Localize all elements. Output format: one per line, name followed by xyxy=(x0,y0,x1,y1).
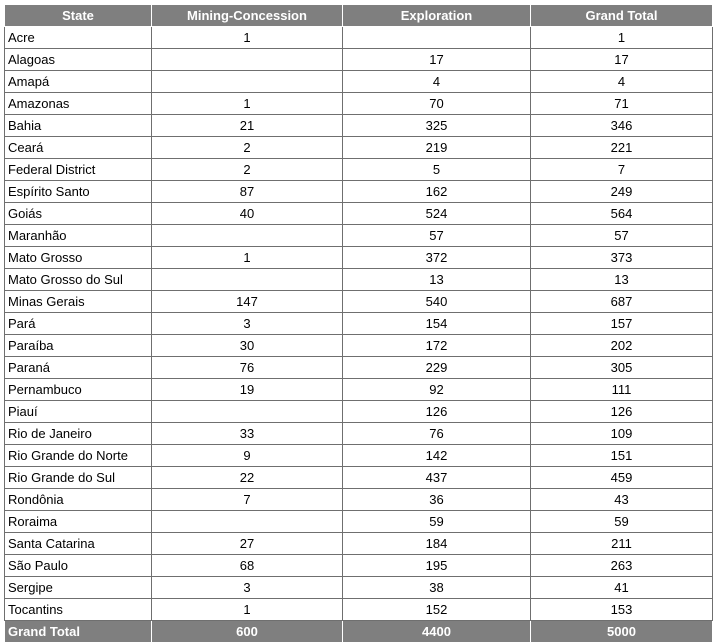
cell-grand-total: 263 xyxy=(531,555,713,577)
cell-mining-concession: 1 xyxy=(152,247,343,269)
cell-exploration: 152 xyxy=(343,599,531,621)
cell-exploration: 540 xyxy=(343,291,531,313)
cell-exploration: 17 xyxy=(343,49,531,71)
data-table-container xyxy=(4,4,713,643)
cell-grand-total: 153 xyxy=(531,599,713,621)
cell-state: Ceará xyxy=(5,137,152,159)
cell-mining-concession: 40 xyxy=(152,203,343,225)
cell-exploration: 184 xyxy=(343,533,531,555)
cell-mining-concession: 1 xyxy=(152,93,343,115)
cell-mining-concession: 19 xyxy=(152,379,343,401)
cell-mining-concession xyxy=(152,269,343,291)
cell-exploration: 325 xyxy=(343,115,531,137)
table-row xyxy=(5,489,713,511)
cell-state: Mato Grosso do Sul xyxy=(5,269,152,291)
cell-grand-total: 373 xyxy=(531,247,713,269)
cell-exploration: 38 xyxy=(343,577,531,599)
cell-mining-concession: 27 xyxy=(152,533,343,555)
table-row xyxy=(5,511,713,533)
cell-mining-concession: 3 xyxy=(152,577,343,599)
cell-mining-concession: 2 xyxy=(152,159,343,181)
table-row xyxy=(5,467,713,489)
cell-exploration: 92 xyxy=(343,379,531,401)
table-row xyxy=(5,291,713,313)
cell-state: Paraíba xyxy=(5,335,152,357)
cell-grand-total: 151 xyxy=(531,445,713,467)
grand-total-row xyxy=(5,621,713,643)
cell-mining-concession xyxy=(152,49,343,71)
cell-mining-concession: 2 xyxy=(152,137,343,159)
cell-mining-concession: 147 xyxy=(152,291,343,313)
footer-label: Grand Total xyxy=(5,621,152,643)
table-footer xyxy=(5,621,713,643)
table-row xyxy=(5,445,713,467)
header-row xyxy=(5,5,713,27)
cell-mining-concession: 21 xyxy=(152,115,343,137)
cell-mining-concession: 87 xyxy=(152,181,343,203)
cell-state: Mato Grosso xyxy=(5,247,152,269)
table-row xyxy=(5,71,713,93)
cell-grand-total: 109 xyxy=(531,423,713,445)
header-mining-concession: Mining-Concession xyxy=(152,5,343,27)
cell-mining-concession xyxy=(152,401,343,423)
cell-grand-total: 157 xyxy=(531,313,713,335)
cell-exploration: 70 xyxy=(343,93,531,115)
cell-state: Rondônia xyxy=(5,489,152,511)
cell-mining-concession xyxy=(152,225,343,247)
cell-mining-concession xyxy=(152,71,343,93)
cell-state: Alagoas xyxy=(5,49,152,71)
cell-exploration: 142 xyxy=(343,445,531,467)
table-body xyxy=(5,27,713,621)
cell-state: Amapá xyxy=(5,71,152,93)
cell-exploration xyxy=(343,27,531,49)
cell-grand-total: 211 xyxy=(531,533,713,555)
cell-grand-total: 687 xyxy=(531,291,713,313)
cell-state: Piauí xyxy=(5,401,152,423)
cell-exploration: 5 xyxy=(343,159,531,181)
cell-grand-total: 43 xyxy=(531,489,713,511)
state-data-table xyxy=(4,4,713,643)
cell-grand-total: 17 xyxy=(531,49,713,71)
table-row xyxy=(5,203,713,225)
cell-grand-total: 111 xyxy=(531,379,713,401)
cell-grand-total: 305 xyxy=(531,357,713,379)
cell-exploration: 126 xyxy=(343,401,531,423)
cell-exploration: 154 xyxy=(343,313,531,335)
cell-exploration: 13 xyxy=(343,269,531,291)
cell-exploration: 59 xyxy=(343,511,531,533)
table-row xyxy=(5,49,713,71)
cell-grand-total: 41 xyxy=(531,577,713,599)
table-row xyxy=(5,533,713,555)
cell-grand-total: 459 xyxy=(531,467,713,489)
cell-mining-concession: 68 xyxy=(152,555,343,577)
header-state: State xyxy=(5,5,152,27)
cell-mining-concession: 3 xyxy=(152,313,343,335)
cell-state: Roraima xyxy=(5,511,152,533)
table-row xyxy=(5,93,713,115)
cell-mining-concession: 76 xyxy=(152,357,343,379)
cell-state: Goiás xyxy=(5,203,152,225)
cell-state: Maranhão xyxy=(5,225,152,247)
cell-state: Minas Gerais xyxy=(5,291,152,313)
table-row xyxy=(5,115,713,137)
cell-grand-total: 202 xyxy=(531,335,713,357)
cell-mining-concession: 7 xyxy=(152,489,343,511)
cell-exploration: 524 xyxy=(343,203,531,225)
cell-state: Federal District xyxy=(5,159,152,181)
cell-grand-total: 346 xyxy=(531,115,713,137)
cell-state: Acre xyxy=(5,27,152,49)
cell-grand-total: 59 xyxy=(531,511,713,533)
footer-grand-total: 5000 xyxy=(531,621,713,643)
table-row xyxy=(5,27,713,49)
cell-mining-concession: 1 xyxy=(152,599,343,621)
cell-grand-total: 13 xyxy=(531,269,713,291)
cell-grand-total: 57 xyxy=(531,225,713,247)
cell-state: Rio Grande do Norte xyxy=(5,445,152,467)
table-row xyxy=(5,401,713,423)
cell-state: Santa Catarina xyxy=(5,533,152,555)
cell-state: Bahia xyxy=(5,115,152,137)
cell-exploration: 36 xyxy=(343,489,531,511)
table-row xyxy=(5,357,713,379)
cell-grand-total: 4 xyxy=(531,71,713,93)
cell-mining-concession xyxy=(152,511,343,533)
table-row xyxy=(5,269,713,291)
cell-state: Espírito Santo xyxy=(5,181,152,203)
table-row xyxy=(5,137,713,159)
table-row xyxy=(5,247,713,269)
header-grand-total: Grand Total xyxy=(531,5,713,27)
cell-state: Tocantins xyxy=(5,599,152,621)
table-row xyxy=(5,181,713,203)
cell-grand-total: 249 xyxy=(531,181,713,203)
cell-mining-concession: 9 xyxy=(152,445,343,467)
cell-exploration: 57 xyxy=(343,225,531,247)
table-row xyxy=(5,599,713,621)
table-row xyxy=(5,159,713,181)
cell-grand-total: 71 xyxy=(531,93,713,115)
cell-exploration: 195 xyxy=(343,555,531,577)
header-exploration: Exploration xyxy=(343,5,531,27)
cell-grand-total: 1 xyxy=(531,27,713,49)
cell-state: São Paulo xyxy=(5,555,152,577)
cell-grand-total: 564 xyxy=(531,203,713,225)
cell-state: Pará xyxy=(5,313,152,335)
cell-state: Rio de Janeiro xyxy=(5,423,152,445)
table-row xyxy=(5,555,713,577)
table-row xyxy=(5,335,713,357)
footer-exploration: 4400 xyxy=(343,621,531,643)
cell-exploration: 437 xyxy=(343,467,531,489)
cell-exploration: 172 xyxy=(343,335,531,357)
table-row xyxy=(5,379,713,401)
cell-grand-total: 126 xyxy=(531,401,713,423)
cell-mining-concession: 30 xyxy=(152,335,343,357)
table-row xyxy=(5,423,713,445)
cell-state: Amazonas xyxy=(5,93,152,115)
cell-mining-concession: 1 xyxy=(152,27,343,49)
cell-exploration: 229 xyxy=(343,357,531,379)
cell-state: Paraná xyxy=(5,357,152,379)
cell-mining-concession: 22 xyxy=(152,467,343,489)
cell-grand-total: 7 xyxy=(531,159,713,181)
cell-grand-total: 221 xyxy=(531,137,713,159)
cell-exploration: 76 xyxy=(343,423,531,445)
cell-exploration: 372 xyxy=(343,247,531,269)
cell-state: Rio Grande do Sul xyxy=(5,467,152,489)
table-row xyxy=(5,577,713,599)
table-row xyxy=(5,225,713,247)
table-row xyxy=(5,313,713,335)
cell-state: Sergipe xyxy=(5,577,152,599)
cell-state: Pernambuco xyxy=(5,379,152,401)
cell-exploration: 219 xyxy=(343,137,531,159)
cell-exploration: 4 xyxy=(343,71,531,93)
cell-mining-concession: 33 xyxy=(152,423,343,445)
cell-exploration: 162 xyxy=(343,181,531,203)
table-header xyxy=(5,5,713,27)
footer-mining-concession: 600 xyxy=(152,621,343,643)
